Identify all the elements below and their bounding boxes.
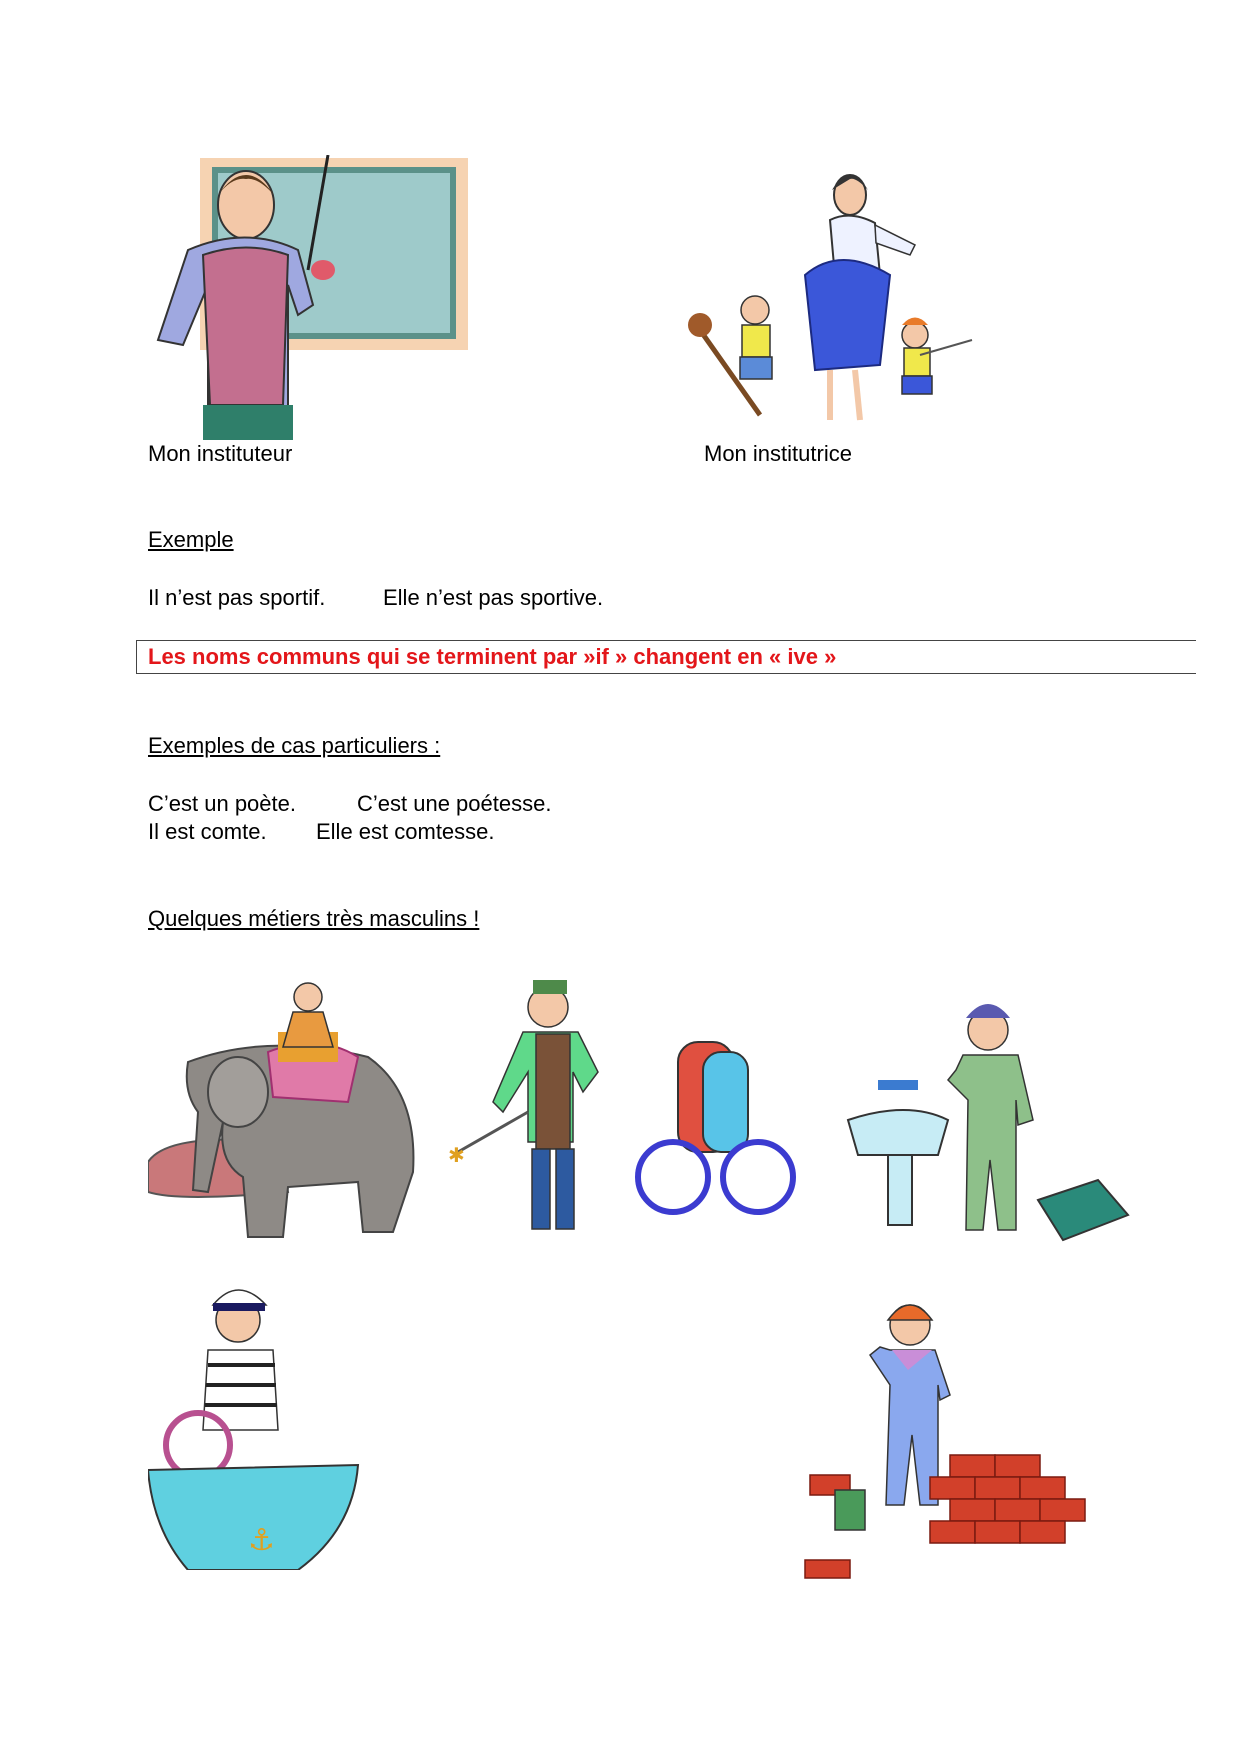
special-case-masculine: Il est comte.	[148, 819, 267, 844]
svg-text:⚓: ⚓	[248, 1523, 275, 1558]
male-teacher-caption: Mon instituteur	[148, 441, 293, 466]
special-case-feminine: Elle est comtesse.	[316, 819, 495, 844]
rule-text: Les noms communs qui se terminent par »if » changent en « ive »	[148, 644, 837, 669]
special-case-masculine: C’est un poète.	[148, 791, 296, 816]
bricklayer-illustration	[800, 1275, 1100, 1580]
svg-text:✱: ✱	[448, 1143, 465, 1167]
example-heading: Exemple	[148, 527, 234, 552]
mahout-elephant-illustration	[148, 962, 438, 1262]
special-cases-heading: Exemples de cas particuliers :	[148, 733, 441, 758]
sailor-illustration	[148, 1270, 378, 1570]
example-masculine: Il n’est pas sportif.	[148, 585, 326, 610]
welder-illustration	[448, 962, 828, 1262]
special-case-feminine: C’est une poétesse.	[357, 791, 552, 816]
female-teacher-caption: Mon institutrice	[704, 441, 852, 466]
plumber-illustration	[838, 980, 1138, 1270]
male-teacher-illustration	[148, 155, 468, 440]
female-teacher-illustration	[680, 165, 980, 440]
example-feminine: Elle n’est pas sportive.	[383, 585, 604, 610]
jobs-heading: Quelques métiers très masculins !	[148, 906, 480, 931]
